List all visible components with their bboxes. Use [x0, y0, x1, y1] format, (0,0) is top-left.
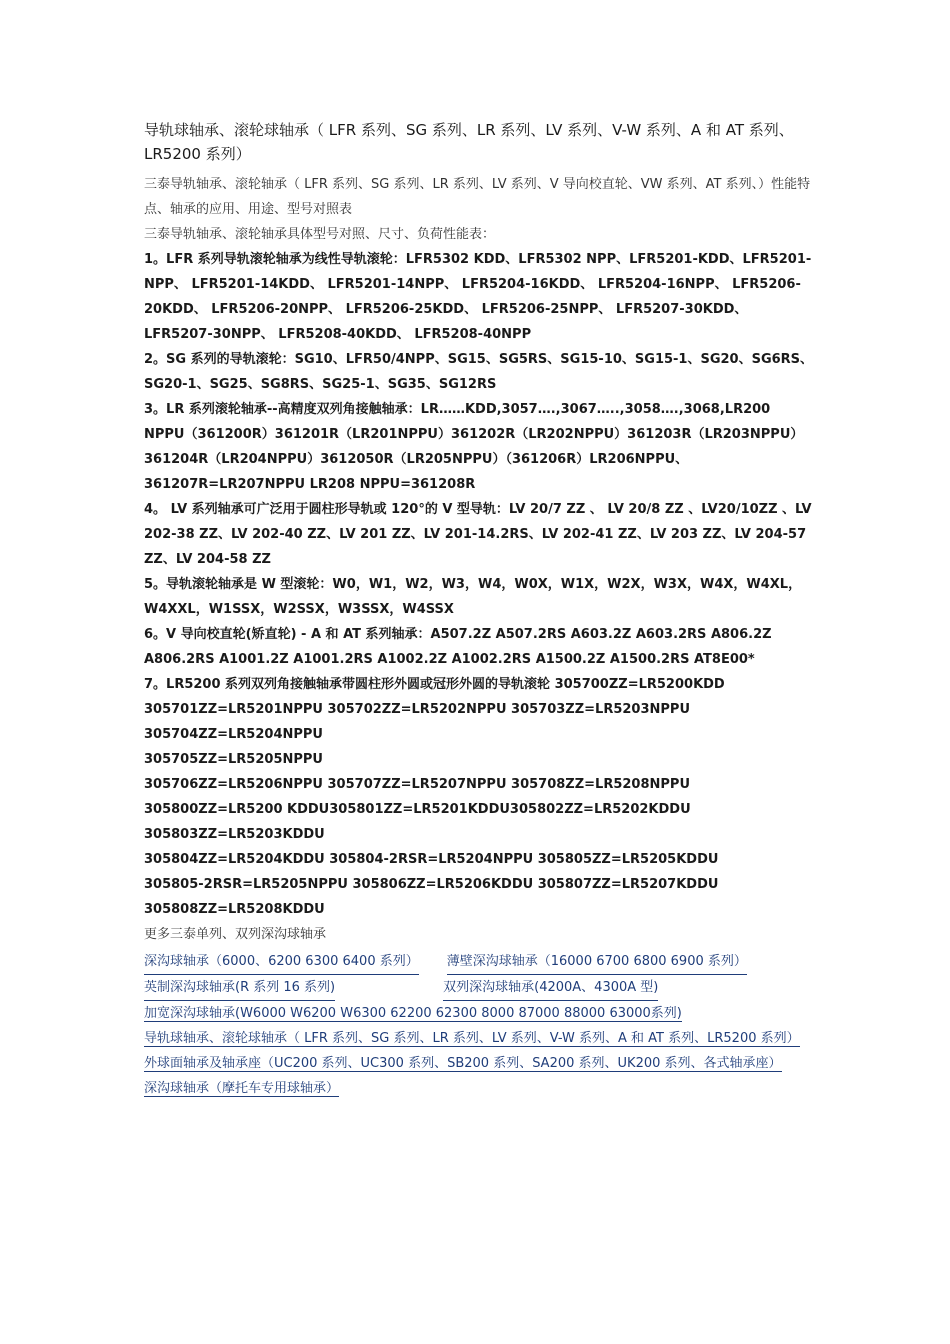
item-a-at-series: 6。V 导向校直轮(矫直轮) - A 和 AT 系列轴承：A507.2Z A507.2RS A603.2Z A603.2RS A806.2Z A806.2RS A1001.2Z A1001.2RS A1002.2Z A1002.2RS A1500.2Z A1500.2RS AT8E00* [144, 627, 772, 667]
link-row-3 [144, 1001, 814, 1026]
lr5200-line-5: 305804ZZ=LR5204KDDU 305804-2RSR=LR5204NPPU 305805ZZ=LR5205KDDU [144, 852, 719, 867]
document-content [144, 118, 814, 1101]
item-sg-series: 2。SG 系列的导轨滚轮：SG10、LFR50/4NPP、SG15、SG5RS、SG15-10、SG15-1、SG20、SG6RS、SG20-1、SG25、SG8RS、SG25-1、SG35、SG12RS [144, 352, 814, 392]
link-double-row-ball-bearing[interactable]: 双列深沟球轴承(4200A、4300A 型) [443, 975, 658, 1001]
link-deep-groove-ball-bearing[interactable]: 深沟球轴承（6000、6200 6300 6400 系列） [144, 949, 419, 975]
item-w-series: 5。导轨滚轮轴承是 W 型滚轮：W0，W1，W2，W3，W4，W0X，W1X，W2X，W3X，W4X，W4XL，W4XXL，W1SSX，W2SSX，W3SSX，W4SSX [144, 577, 802, 617]
intro-paragraph-1: 三泰导轨轴承、滚轮轴承（ LFR 系列、SG 系列、LR 系列、LV 系列、V 导向校直轮、VW 系列、AT 系列、）性能特点、轴承的应用、用途、型号对照表 [144, 177, 811, 217]
intro-paragraph-2: 三泰导轨轴承、滚轮轴承具体型号对照、尺寸、负荷性能表： [144, 227, 496, 242]
link-row-4 [144, 1026, 814, 1051]
link-thin-wall-ball-bearing[interactable]: 薄壁深沟球轴承（16000 6700 6800 6900 系列） [447, 949, 747, 975]
link-motorcycle-ball-bearing[interactable]: 深沟球轴承（摩托车专用球轴承） [144, 1081, 340, 1096]
item-lr5200-series: 7。LR5200 系列双列角接触轴承带圆柱形外圆或冠形外圆的导轨滚轮 305700ZZ=LR5200KDD [144, 677, 725, 692]
item-lv-series: 4。 LV 系列轴承可广泛用于圆柱形导轨或 120°的 V 型导轨：LV 20/7 ZZ 、 LV 20/8 ZZ 、LV20/10ZZ 、LV 202-38 ZZ、LV 202-40 ZZ、LV 201 ZZ、LV 201-14.2RS、LV 202-41 ZZ、LV 203 ZZ、LV 204-57 ZZ、LV 204-58 ZZ [144, 502, 812, 567]
more-products-heading: 更多三泰单列、双列深沟球轴承 [144, 927, 327, 942]
lr5200-line-4: 305706ZZ=LR5206NPPU 305707ZZ=LR5207NPPU 305708ZZ=LR5208NPPU 305800ZZ=LR5200 KDDU305801ZZ=LR5201KDDU305802ZZ=LR5202KDDU 305803ZZ=LR5203KDDU [144, 777, 691, 842]
link-inch-ball-bearing[interactable]: 英制深沟球轴承(R 系列 16 系列) [144, 975, 335, 1001]
link-row-6 [144, 1076, 814, 1101]
link-insert-bearing-housing[interactable]: 外球面轴承及轴承座（UC200 系列、UC300 系列、SB200 系列、SA200 系列、UK200 系列、各式轴承座） [144, 1056, 782, 1071]
lr5200-line-1: 305701ZZ=LR5201NPPU 305702ZZ=LR5202NPPU 305703ZZ=LR5203NPPU [144, 702, 691, 717]
related-links [144, 949, 814, 1101]
item-lfr-series: 1。LFR 系列导轨滚轮轴承为线性导轨滚轮：LFR5302 KDD、LFR5302 NPP、LFR5201-KDD、LFR5201-NPP、 LFR5201-14KDD、 LFR5201-14NPP、 LFR5204-16KDD、 LFR5204-16NPP、 LFR5206-20KDD、 LFR5206-20NPP、 LFR5206-25KDD、 LFR5206-25NPP、 LFR5207-30KDD、 LFR5207-30NPP、 LFR5208-40KDD、 LFR5208-40NPP [144, 252, 812, 342]
link-row-5 [144, 1051, 814, 1076]
item-lr-series: 3。LR 系列滚轮轴承--高精度双列角接触轴承：LR……KDD,3057….,3067…..,3058….,3068,LR200 NPPU（361200R）361201R（LR201NPPU）361202R（LR202NPPU）361203R（LR203NPPU）361204R（LR204NPPU）3612050R（LR205NPPU）（361206R）LR206NPPU、361207R=LR207NPPU LR208 NPPU=361208R [144, 402, 804, 492]
link-row-1 [144, 949, 814, 975]
lr5200-line-3: 305705ZZ=LR5205NPPU [144, 752, 323, 767]
lr5200-line-6: 305805-2RSR=LR5205NPPU 305806ZZ=LR5206KDDU 305807ZZ=LR5207KDDU [144, 877, 719, 892]
page-title: 导轨球轴承、滚轮球轴承（ LFR 系列、SG 系列、LR 系列、LV 系列、V-W 系列、A 和 AT 系列、LR5200 系列） [144, 121, 794, 163]
link-guide-roller-bearing[interactable]: 导轨球轴承、滚轮球轴承（ LFR 系列、SG 系列、LR 系列、LV 系列、V-W 系列、A 和 AT 系列、LR5200 系列） [144, 1031, 800, 1046]
lr5200-line-7: 305808ZZ=LR5208KDDU [144, 902, 325, 917]
lr5200-line-2: 305704ZZ=LR5204NPPU [144, 727, 323, 742]
link-row-2 [144, 975, 814, 1001]
link-wide-ball-bearing[interactable]: 加宽深沟球轴承(W6000 W6200 W6300 62200 62300 8000 87000 88000 63000系列) [144, 1006, 682, 1021]
